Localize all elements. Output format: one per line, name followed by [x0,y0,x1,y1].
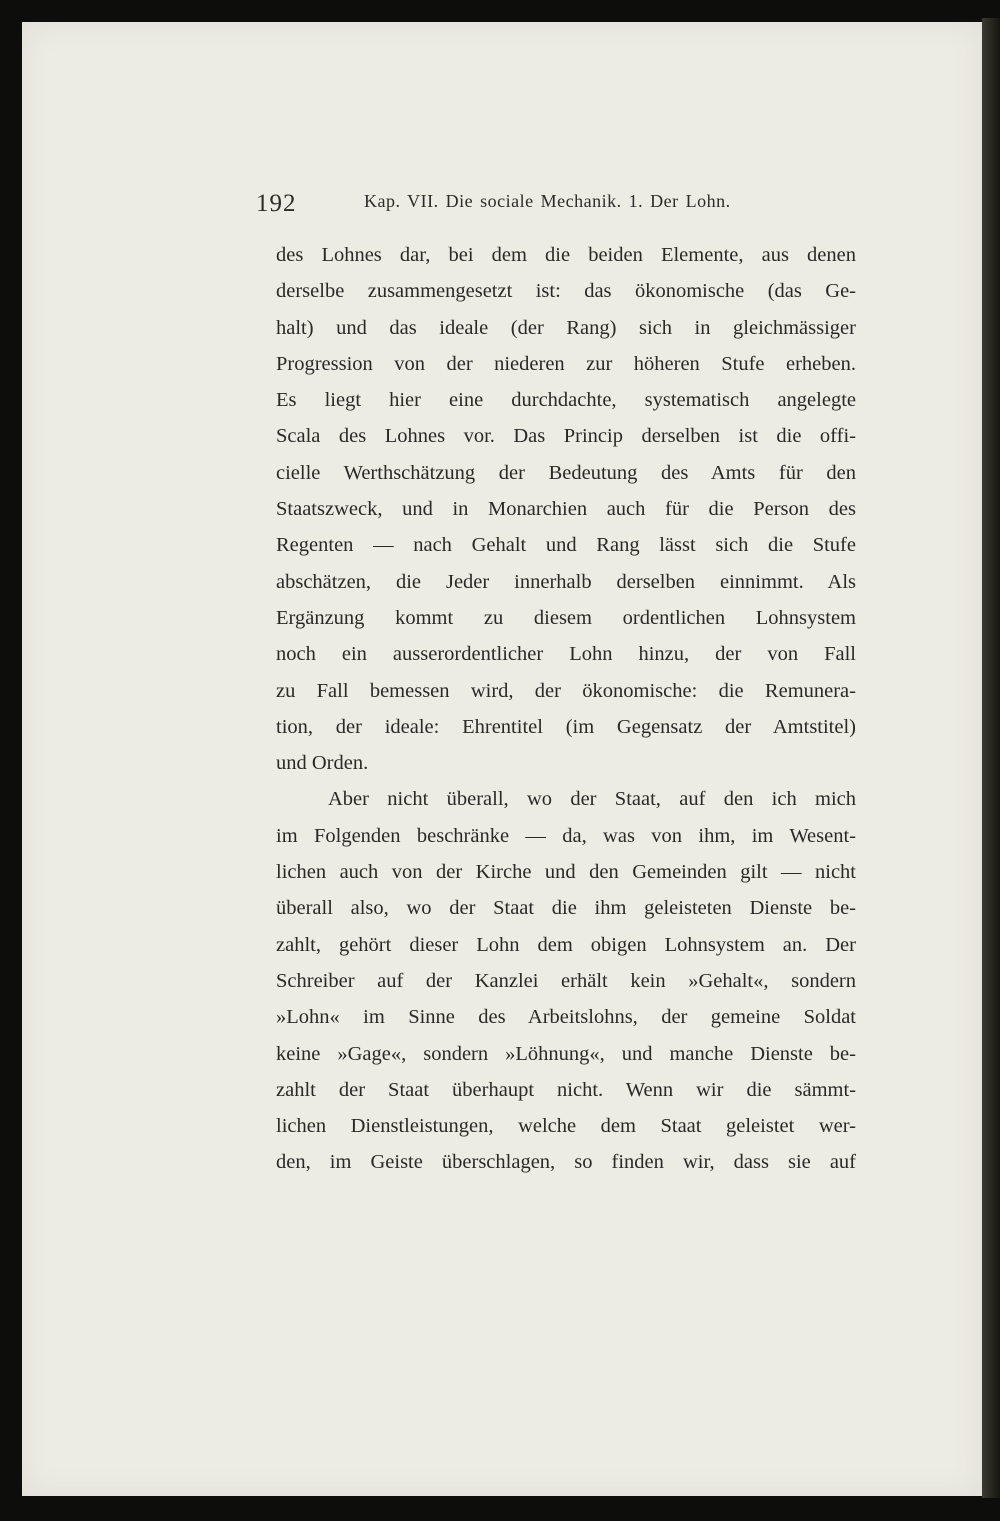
page-number: 192 [256,190,297,217]
text-line: überall also, wo der Staat die ihm geleisteten Dienste be- [276,897,856,920]
book-edge [982,18,1000,1498]
paragraph-start-line: Aber nicht überall, wo der Staat, auf den ich mich [328,788,856,811]
text-line: im Folgenden beschränke — da, was von ihm, im Wesent- [276,824,856,847]
text-line: zahlt, gehört dieser Lohn dem obigen Lohnsystem an. Der [276,933,856,956]
text-line: halt) und das ideale (der Rang) sich in gleichmässiger [276,316,856,339]
text-line: tion, der ideale: Ehrentitel (im Gegensatz der Amtstitel) [276,715,856,738]
text-line: und Orden. [276,752,369,775]
text-line: Schreiber auf der Kanzlei erhält kein »Gehalt«, sondern [276,969,856,992]
text-line: Scala des Lohnes vor. Das Princip derselben ist die offi- [276,425,856,448]
text-line: Progression von der niederen zur höheren Stufe erheben. [276,352,856,375]
text-line: Ergänzung kommt zu diesem ordentlichen Lohnsystem [276,606,856,629]
text-line: lichen auch von der Kirche und den Gemeinden gilt — nicht [276,861,856,884]
text-line: zahlt der Staat überhaupt nicht. Wenn wir die sämmt- [276,1078,856,1101]
text-line: abschätzen, die Jeder innerhalb derselben einnimmt. Als [276,570,856,593]
text-line: »Lohn« im Sinne des Arbeitslohns, der gemeine Soldat [276,1006,856,1029]
text-line: lichen Dienstleistungen, welche dem Staat geleistet wer- [276,1115,856,1138]
text-line: noch ein ausserordentlicher Lohn hinzu, der von Fall [276,643,856,666]
text-line: Es liegt hier eine durchdachte, systematisch angelegte [276,389,856,412]
text-line: zu Fall bemessen wird, der ökonomische: die Remunera- [276,679,856,702]
text-line: Staatszweck, und in Monarchien auch für die Person des [276,498,856,521]
running-head: Kap. VII. Die sociale Mechanik. 1. Der Lohn. [364,191,731,211]
text-line: derselbe zusammengesetzt ist: das ökonomische (das Ge- [276,280,856,303]
text-line: des Lohnes dar, bei dem die beiden Elemente, aus denen [276,244,856,266]
text-line: den, im Geiste überschlagen, so finden wir, dass sie auf [276,1151,856,1174]
text-line: keine »Gage«, sondern »Löhnung«, und manche Dienste be- [276,1042,856,1065]
body-text [276,237,856,1181]
text-line: cielle Werthschätzung der Bedeutung des Amts für den [276,461,856,484]
text-line: Regenten — nach Gehalt und Rang lässt sich die Stufe [276,534,856,557]
